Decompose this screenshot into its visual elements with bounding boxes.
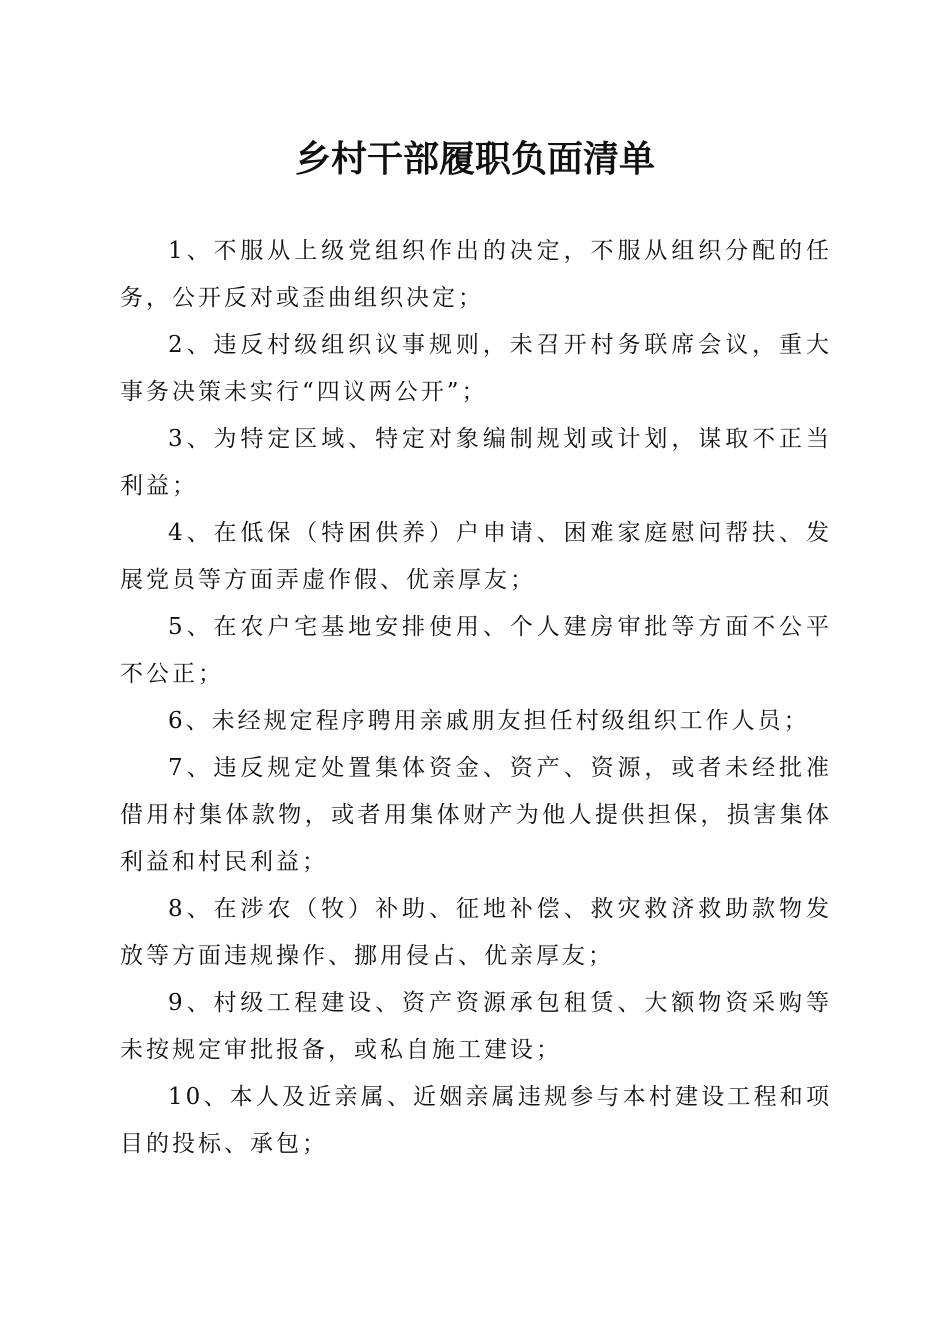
list-item-5: 5、在农户宅基地安排使用、个人建房审批等方面不公平不公正； [120, 614, 832, 687]
list-item-2: 2、违反村级组织议事规则，未召开村务联席会议，重大事务决策未实行“四议两公开”； [120, 332, 832, 405]
list-item-1: 1、不服从上级党组织作出的决定，不服从组织分配的任务，公开反对或歪曲组织决定； [120, 238, 832, 311]
negative-list [120, 228, 832, 1168]
list-item-8: 8、在涉农（牧）补助、征地补偿、救灾救济救助款物发放等方面违规操作、挪用侵占、优亲厚友； [120, 896, 832, 969]
list-item-9: 9、村级工程建设、资产资源承包租赁、大额物资采购等未按规定审批报备，或私自施工建设； [120, 990, 832, 1063]
list-item-10: 10、本人及近亲属、近姻亲属违规参与本村建设工程和项目的投标、承包； [120, 1084, 832, 1157]
list-item-4: 4、在低保（特困供养）户申请、困难家庭慰问帮扶、发展党员等方面弄虚作假、优亲厚友； [120, 520, 832, 593]
page-title: 乡村干部履职负面清单 [294, 139, 655, 180]
list-item-7: 7、违反规定处置集体资金、资产、资源，或者未经批准借用村集体款物，或者用集体财产为他人提供担保，损害集体利益和村民利益； [120, 755, 832, 875]
list-item-6: 6、未经规定程序聘用亲戚朋友担任村级组织工作人员； [168, 708, 810, 734]
list-item-3: 3、为特定区域、特定对象编制规划或计划，谋取不正当利益； [120, 426, 832, 499]
